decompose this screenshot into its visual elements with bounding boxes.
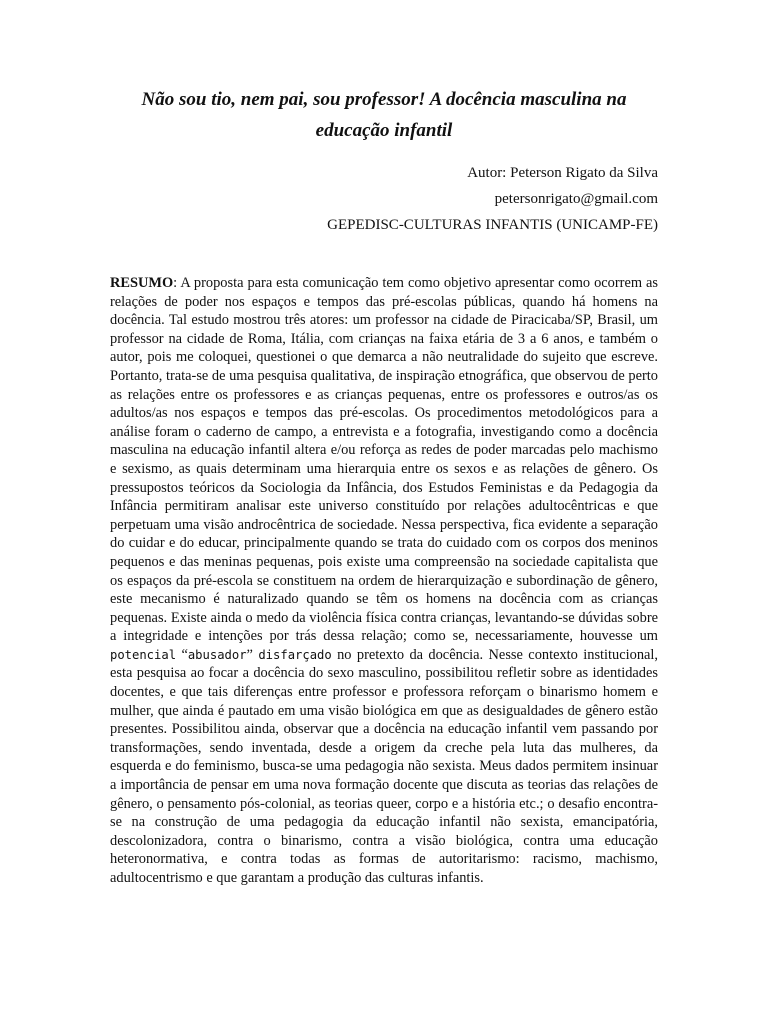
abstract-colon: : (173, 275, 178, 291)
abstract-quote-close: ” (246, 646, 259, 663)
abstract-text-part-2: no pretexto da docência. Nesse contexto institucional, esta pesquisa ao focar a docência do sexo masculino, possibilitou refletir sobre as identidades docentes, e que tais diferenças entre professor e professora reforçam o binarismo homem e mulher, que ainda é pautado em uma visão biológica em que as desigualdades de gênero estão presentes. Possibilitou ainda, observar que a docência na educação infantil vem passando por transformações, sendo inventada, desde a origem da creche pela luta das mulheres, da esquerda e do feminismo, busca-se uma pedagogia não sexista. Meus dados permitem insinuar a importância de pensar em uma nova formação docente que discuta as teorias das relações de gênero, o pensamento pós-colonial, as teorias queer, corpo e a história etc.; o desafio encontra-se na construção de uma pedagogia da educação infantil não sexista, emancipatória, descolonizadora, contra o binarismo, contra a visão biológica, contra uma educação heteronormativa, e contra todas as formas de autoritarismo: racismo, machismo, adultocentrismo e que garantam a produção das culturas infantis. (110, 646, 658, 886)
abstract-paragraph (110, 274, 658, 888)
abstract-mono-abusador: abusador (187, 647, 247, 662)
abstract-mono-potencial: potencial (110, 647, 177, 662)
abstract-text-part-1: A proposta para esta comunicação tem como objetivo apresentar como ocorrem as relações de poder nos espaços e tempos das pré-escolas públicas, quando há homens na docência. Tal estudo mostrou três atores: um professor na cidade de Piracicaba/SP, Brasil, um professor na cidade de Roma, Itália, com crianças na faixa etária de 3 a 6 anos, e também o autor, pois me coloquei, questionei o que demarca a não neutralidade do sujeito que escreve. Portanto, trata-se de uma pesquisa qualitativa, de inspiração etnográfica, que observou de perto as relações entre os professores e as crianças pequenas, entre os professores e outros/as os adultos/as nos espaços e tempos das pré-escolas. Os procedimentos metodológicos para a análise foram o caderno de campo, a entrevista e a fotografia, investigando como a docência masculina na educação infantil altera e/ou reforça as redes de poder marcadas pelo machismo e sexismo, as quais determinam uma hierarquia entre os sexos e as relações de gênero. Os pressupostos teóricos da Sociologia da Infância, dos Estudos Feministas e da Pedagogia da Infância permitiram analisar este universo constituído por relações adultocêntricas e que perpetuam uma visão androcêntrica de sociedade. Nessa perspectiva, fica evidente a separação do cuidar e do educar, principalmente quando se trata do cuidado com os corpos dos meninos pequenos e das meninas pequenas, pois existe uma compreensão na sociedade capitalista que os espaços da pré-escola se constituem na ordem de hierarquização e subordinação de gênero, este mecanismo é naturalizado quando se têm os homens na docência com as crianças pequenas. Existe ainda o medo da violência física contra crianças, levantando-se dúvidas sobre a integridade e intenções por trás dessa relação; como se, necessariamente, houvesse um (110, 275, 658, 645)
abstract-label: RESUMO (110, 275, 174, 291)
abstract-mono-disfarcado: disfarçado (258, 647, 332, 662)
document-title-line-2: educação infantil (315, 120, 453, 141)
document-title-line-1: Não sou tio, nem pai, sou professor! A docência masculina na (141, 89, 627, 110)
author-email: petersonrigato@gmail.com (494, 191, 658, 207)
abstract-quote-open: “ (176, 646, 188, 663)
author-line: Autor: Peterson Rigato da Silva (467, 165, 658, 181)
author-affiliation: GEPEDISC-CULTURAS INFANTIS (UNICAMP-FE) (327, 217, 658, 233)
